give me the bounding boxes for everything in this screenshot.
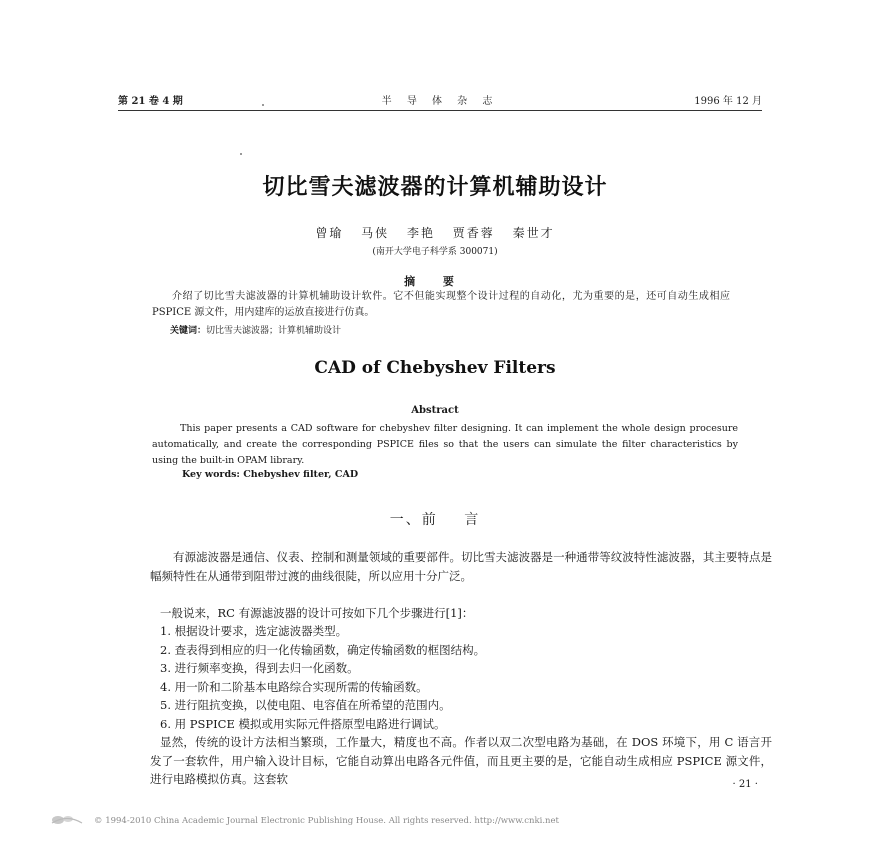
cnki-logo-icon xyxy=(50,812,84,829)
running-header xyxy=(118,92,762,108)
design-steps-list xyxy=(160,622,485,733)
abstract-en-heading: Abstract xyxy=(411,405,459,416)
paper-title: 切比雪夫滤波器的计算机辅助设计 xyxy=(262,175,608,200)
paper-title-en: CAD of Chebyshev Filters xyxy=(314,358,556,378)
abstract-en-text: This paper presents a CAD software for chebyshev filter designing. It can implement the whole design procesure automatically, and create the corresponding PSPICE files so that the users can simulate the filter characteristics by using the built-in OPAM library. xyxy=(152,423,738,466)
list-item: 3. 进行频率变换，得到去归一化函数。 xyxy=(160,661,359,675)
list-item: 4. 用一阶和二阶基本电路综合实现所需的传输函数。 xyxy=(160,679,428,694)
affiliation: (南开大学电子科学系 300071) xyxy=(372,247,498,257)
section-heading: 一、前 言 xyxy=(389,512,481,528)
keywords-cn xyxy=(170,323,341,336)
keywords-cn-label: 关键词： xyxy=(170,326,207,336)
header-date: 1996 年 12 月 xyxy=(694,96,762,107)
list-item: 5. 进行阻抗变换，以使电阻、电容值在所希望的范围内。 xyxy=(160,698,451,712)
body-paragraph-3: 显然，传统的设计方法相当繁琐，工作量大，精度也不高。作者以双二次型电路为基础，在 DOS 环境下，用 C 语言开发了一套软件，用户输入设计目标，它能自动算出电路各元件值，而且更主要的是，它能自动生成相应 PSPICE 源文件，进行电路模拟仿真。这套软 xyxy=(150,735,772,786)
list-item: 1. 根据设计要求，选定滤波器类型。 xyxy=(160,624,348,638)
keywords-cn-values: 切比雪夫滤波器；计算机辅助设计 xyxy=(206,326,342,336)
list-item: 6. 用 PSPICE 模拟或用实际元件搭原型电路进行调试。 xyxy=(160,716,446,731)
authors: 曾瑜 马侠 李艳 贾香蓉 秦世才 xyxy=(315,226,555,240)
page-number: · 21 · xyxy=(732,779,758,790)
keywords-en: Key words: Chebyshev filter, CAD xyxy=(182,469,359,480)
scan-speck xyxy=(262,104,264,106)
copyright-text: © 1994-2010 China Academic Journal Electronic Publishing House. All rights reserved. http://www.cnki.net xyxy=(94,816,559,826)
abstract-cn-text: 介绍了切比雪夫滤波器的计算机辅助设计软件。它不但能实现整个设计过程的自动化，尤为重要的是，还可自动生成相应 PSPICE 源文件，用内建库的运放直接进行仿真。 xyxy=(152,291,730,318)
scan-speck xyxy=(240,153,242,155)
copyright-footer xyxy=(50,812,559,829)
header-rule xyxy=(118,110,762,111)
header-volume: 第 21 卷 4 期 xyxy=(118,96,183,107)
body-paragraph-1: 有源滤波器是通信、仪表、控制和测量领域的重要部件。切比雪夫滤波器是一种通带等纹波特性滤波器，其主要特点是幅频特性在从通带到阻带过渡的曲线很陡，所以应用十分广泛。 xyxy=(150,550,772,583)
abstract-cn-heading: 摘 要 xyxy=(404,275,466,288)
body-paragraph-2: 一般说来，RC 有源滤波器的设计可按如下几个步骤进行[1]： xyxy=(160,606,474,620)
header-journal: 半 导 体 杂 志 xyxy=(381,96,499,107)
list-item: 2. 查表得到相应的归一化传输函数，确定传输函数的框图结构。 xyxy=(160,642,486,657)
